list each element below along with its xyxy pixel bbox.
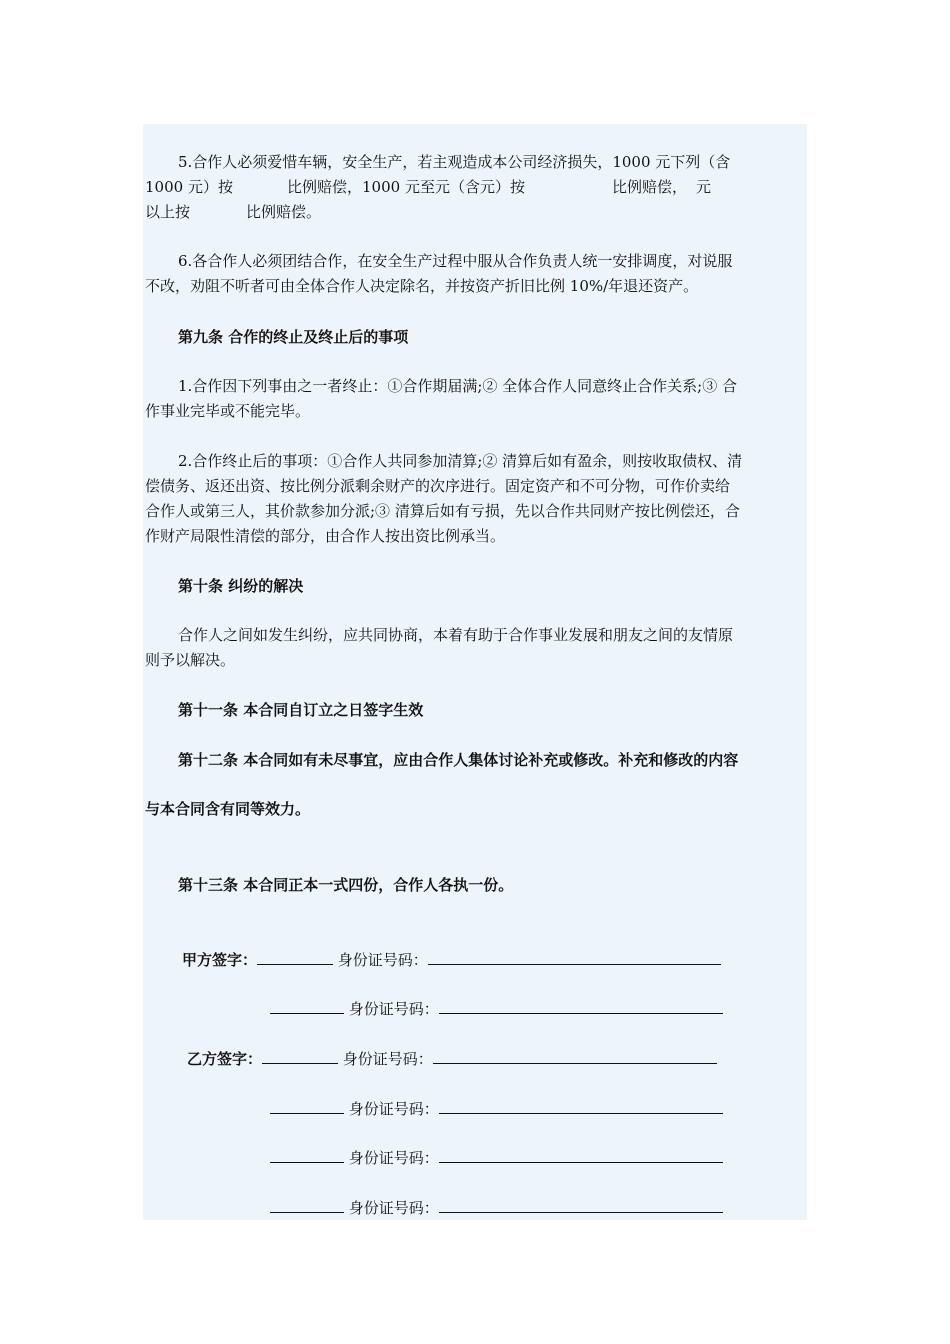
signature-row-party-a-2 (270, 999, 723, 1018)
article-9-title: 第九条 合作的终止及终止后的事项 (178, 328, 409, 346)
name-blank[interactable] (270, 1148, 344, 1163)
name-blank[interactable] (270, 1099, 344, 1114)
id-label: 身份证号码： (342, 1050, 433, 1068)
article-9-1-line-1: 1.合作因下列事由之一者终止：①合作期届满;② 全体合作人同意终止合作关系;③ 合 (178, 377, 737, 395)
party-a-label: 甲方签字： (182, 951, 258, 969)
id-label: 身份证号码： (337, 951, 428, 969)
article-13-title: 第十三条 本合同正本一式四份，合作人各执一份。 (178, 876, 514, 894)
article-9-2-line-2: 偿债务、返还出资、按比例分派剩余财产的次序进行。固定资产和不可分物，可作价卖给 (145, 477, 731, 495)
para-5-line-3a: 以上按 (145, 203, 191, 221)
article-12-line-2: 与本合同含有同等效力。 (145, 800, 311, 818)
para-6-line-1: 6.各合作人必须团结合作，在安全生产过程中服从合作负责人统一安排调度，对说服 (178, 252, 733, 270)
article-10-title: 第十条 纠纷的解决 (178, 577, 304, 595)
party-b-name-blank[interactable] (262, 1049, 338, 1064)
para-5-line-2d: 元 (696, 178, 712, 196)
id-number-blank[interactable] (439, 999, 723, 1014)
article-10-line-1: 合作人之间如发生纠纷，应共同协商，本着有助于合作事业发展和朋友之间的友情原 (178, 626, 734, 644)
id-label: 身份证号码： (348, 1000, 439, 1018)
id-number-blank[interactable] (428, 950, 721, 965)
id-label: 身份证号码： (348, 1199, 439, 1217)
name-blank[interactable] (270, 1198, 344, 1213)
para-5-line-2a: 1000 元）按 (145, 178, 233, 196)
article-11-title: 第十一条 本合同自订立之日签字生效 (178, 701, 424, 719)
id-number-blank[interactable] (439, 1148, 723, 1163)
party-b-label: 乙方签字： (187, 1050, 263, 1068)
para-5-line-3b: 比例赔偿。 (246, 203, 322, 221)
party-a-name-blank[interactable] (257, 950, 333, 965)
signature-row-party-b-4 (270, 1198, 723, 1217)
article-9-2-line-4: 作财产局限性清偿的部分，由合作人按出资比例承当。 (145, 527, 506, 545)
para-5-line-2b: 比例赔偿，1000 元至元（含元）按 (287, 178, 525, 196)
article-9-1-line-2: 作事业完毕或不能完毕。 (145, 402, 311, 420)
article-9-2-line-1: 2.合作终止后的事项：①合作人共同参加清算;② 清算后如有盈余，则按收取债权、清 (178, 452, 743, 470)
article-9-2-line-3: 合作人或第三人，其价款参加分派;③ 清算后如有亏损，先以合作共同财产按比例偿还，合 (145, 502, 740, 520)
id-label: 身份证号码： (348, 1100, 439, 1118)
signature-row-party-b-2 (270, 1099, 723, 1118)
id-label: 身份证号码： (348, 1149, 439, 1167)
article-12-line-1: 第十二条 本合同如有未尽事宜，应由合作人集体讨论补充或修改。补充和修改的内容 (178, 751, 739, 769)
signature-row-party-a (182, 950, 721, 969)
para-5-line-1: 5.合作人必须爱惜车辆，安全生产，若主观造成本公司经济损失，1000 元下列（含 (178, 153, 731, 171)
para-6-line-2: 不改，劝阻不听者可由全体合作人决定除名，并按资产折旧比例 10%/年退还资产。 (145, 277, 699, 295)
para-5-line-2c: 比例赔偿， (612, 178, 688, 196)
article-10-line-2: 则予以解决。 (145, 651, 236, 669)
signature-row-party-b-3 (270, 1148, 723, 1167)
signature-row-party-b (187, 1049, 717, 1068)
name-blank[interactable] (270, 999, 344, 1014)
id-number-blank[interactable] (439, 1198, 723, 1213)
id-number-blank[interactable] (433, 1049, 717, 1064)
id-number-blank[interactable] (439, 1099, 723, 1114)
